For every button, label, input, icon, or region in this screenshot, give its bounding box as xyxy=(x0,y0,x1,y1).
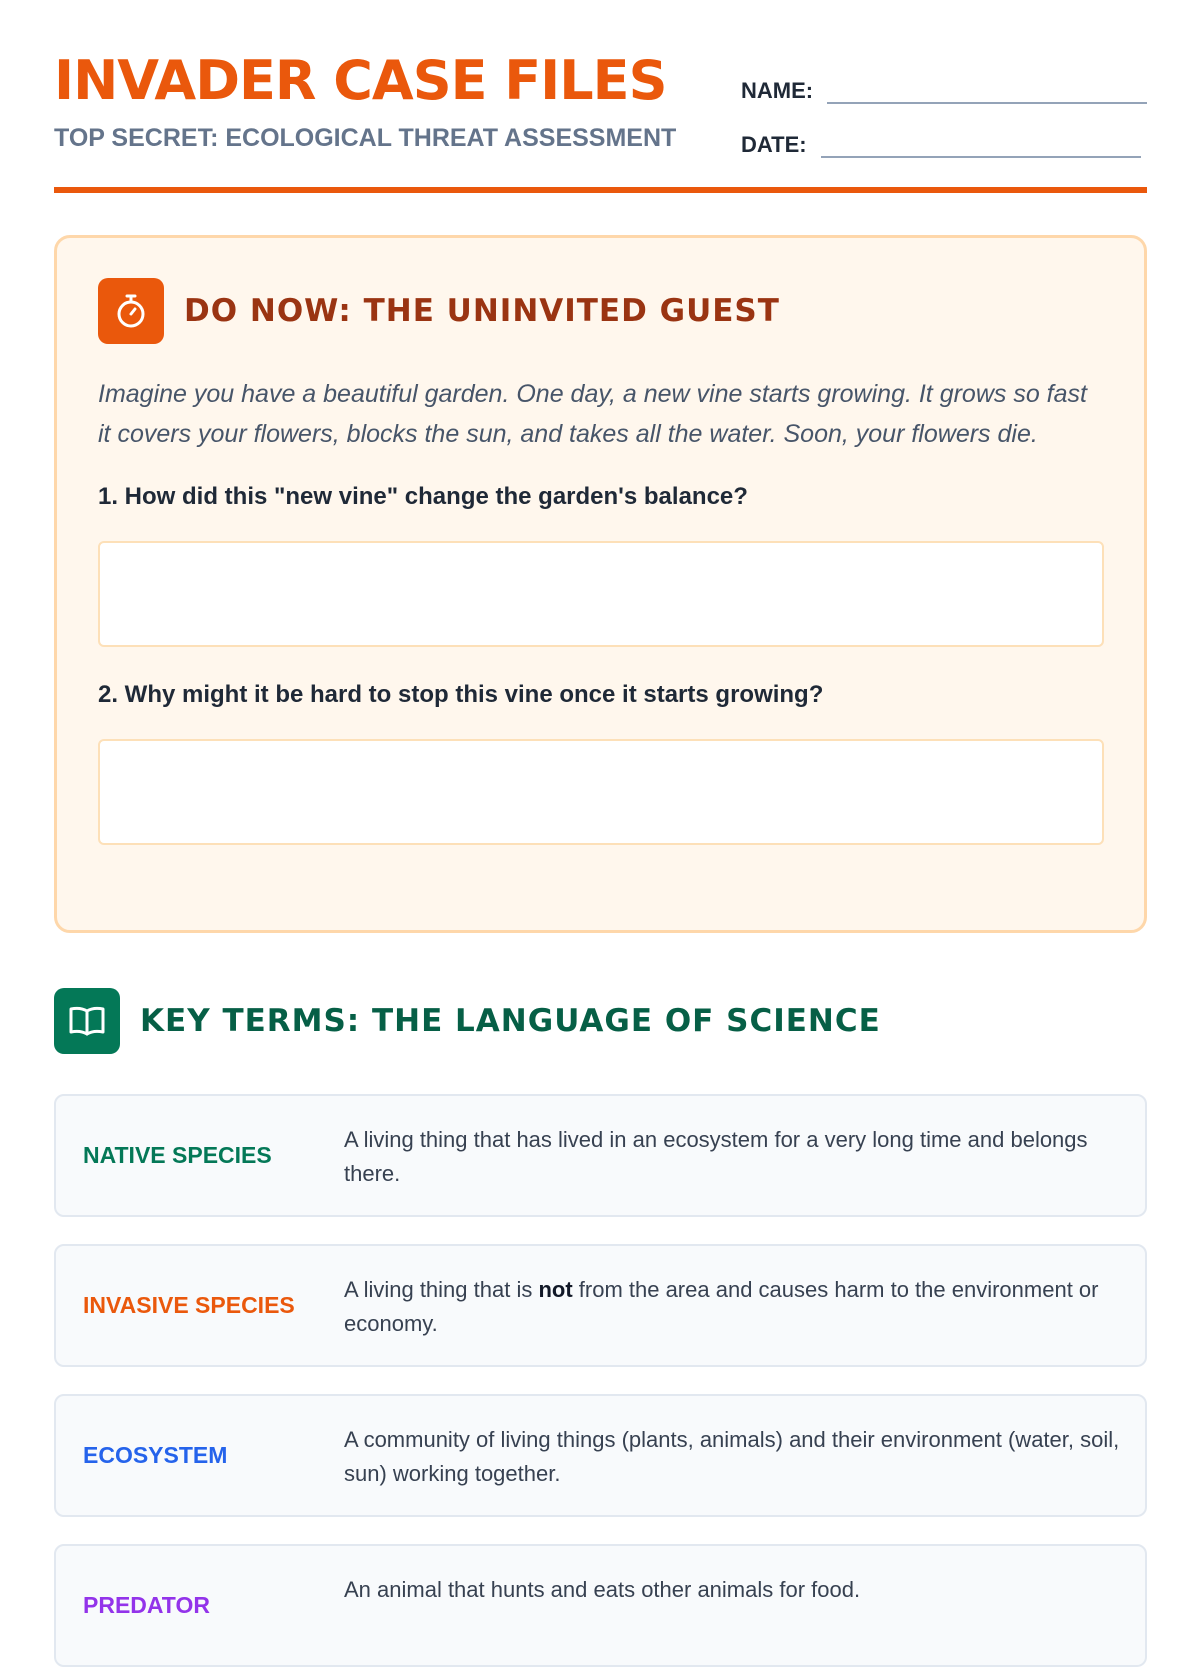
answer-box-1[interactable] xyxy=(98,541,1104,647)
definition-part: A living thing that is xyxy=(344,1277,539,1302)
term-definition: A community of living things (plants, animals) and their environment (water, soil, sun) working together. xyxy=(344,1427,1120,1486)
key-terms-heading xyxy=(54,988,881,1054)
header-divider xyxy=(54,187,1147,193)
term-name: NATIVE SPECIES xyxy=(83,1142,272,1168)
date-field xyxy=(741,124,1141,158)
do-now-title: DO NOW: THE UNINVITED GUEST xyxy=(184,293,780,329)
term-definition xyxy=(344,1273,1124,1341)
question-1: 1. How did this "new vine" change the garden's balance? xyxy=(98,483,748,510)
term-card-invasive-species xyxy=(54,1244,1147,1367)
worksheet-header xyxy=(54,0,1147,194)
worksheet-title: INVADER CASE FILES xyxy=(54,49,667,112)
name-label: NAME: xyxy=(741,78,814,103)
date-label: DATE: xyxy=(741,132,807,157)
open-book-icon xyxy=(54,988,120,1054)
term-card-ecosystem xyxy=(54,1394,1147,1517)
term-name: INVASIVE SPECIES xyxy=(83,1292,295,1318)
term-card-predator xyxy=(54,1544,1147,1667)
worksheet-page xyxy=(54,0,1147,1618)
name-field xyxy=(741,70,1147,104)
do-now-heading xyxy=(98,278,1103,344)
definition-emphasis: not xyxy=(538,1277,573,1302)
name-input-line[interactable] xyxy=(827,70,1147,104)
do-now-panel xyxy=(54,235,1147,933)
term-name: ECOSYSTEM xyxy=(83,1442,228,1468)
answer-box-2[interactable] xyxy=(98,739,1104,845)
scenario-text: Imagine you have a beautiful garden. One day, a new vine starts growing. It grows so fast it covers your flowers, blocks the sun, and takes all the water. Soon, your flowers die. xyxy=(98,380,1087,448)
definition-part: from the area and causes harm to the environment or economy. xyxy=(344,1277,1099,1336)
term-definition: A living thing that has lived in an ecosystem for a very long time and belongs there. xyxy=(344,1127,1088,1186)
term-definition: An animal that hunts and eats other animals for food. xyxy=(344,1577,861,1602)
stopwatch-icon xyxy=(98,278,164,344)
worksheet-subtitle: TOP SECRET: ECOLOGICAL THREAT ASSESSMENT xyxy=(54,124,677,152)
question-2: 2. Why might it be hard to stop this vine once it starts growing? xyxy=(98,681,824,708)
term-card-native-species xyxy=(54,1094,1147,1217)
term-name: PREDATOR xyxy=(83,1592,210,1618)
date-input-line[interactable] xyxy=(821,124,1141,158)
key-terms-title: KEY TERMS: THE LANGUAGE OF SCIENCE xyxy=(140,1003,881,1039)
